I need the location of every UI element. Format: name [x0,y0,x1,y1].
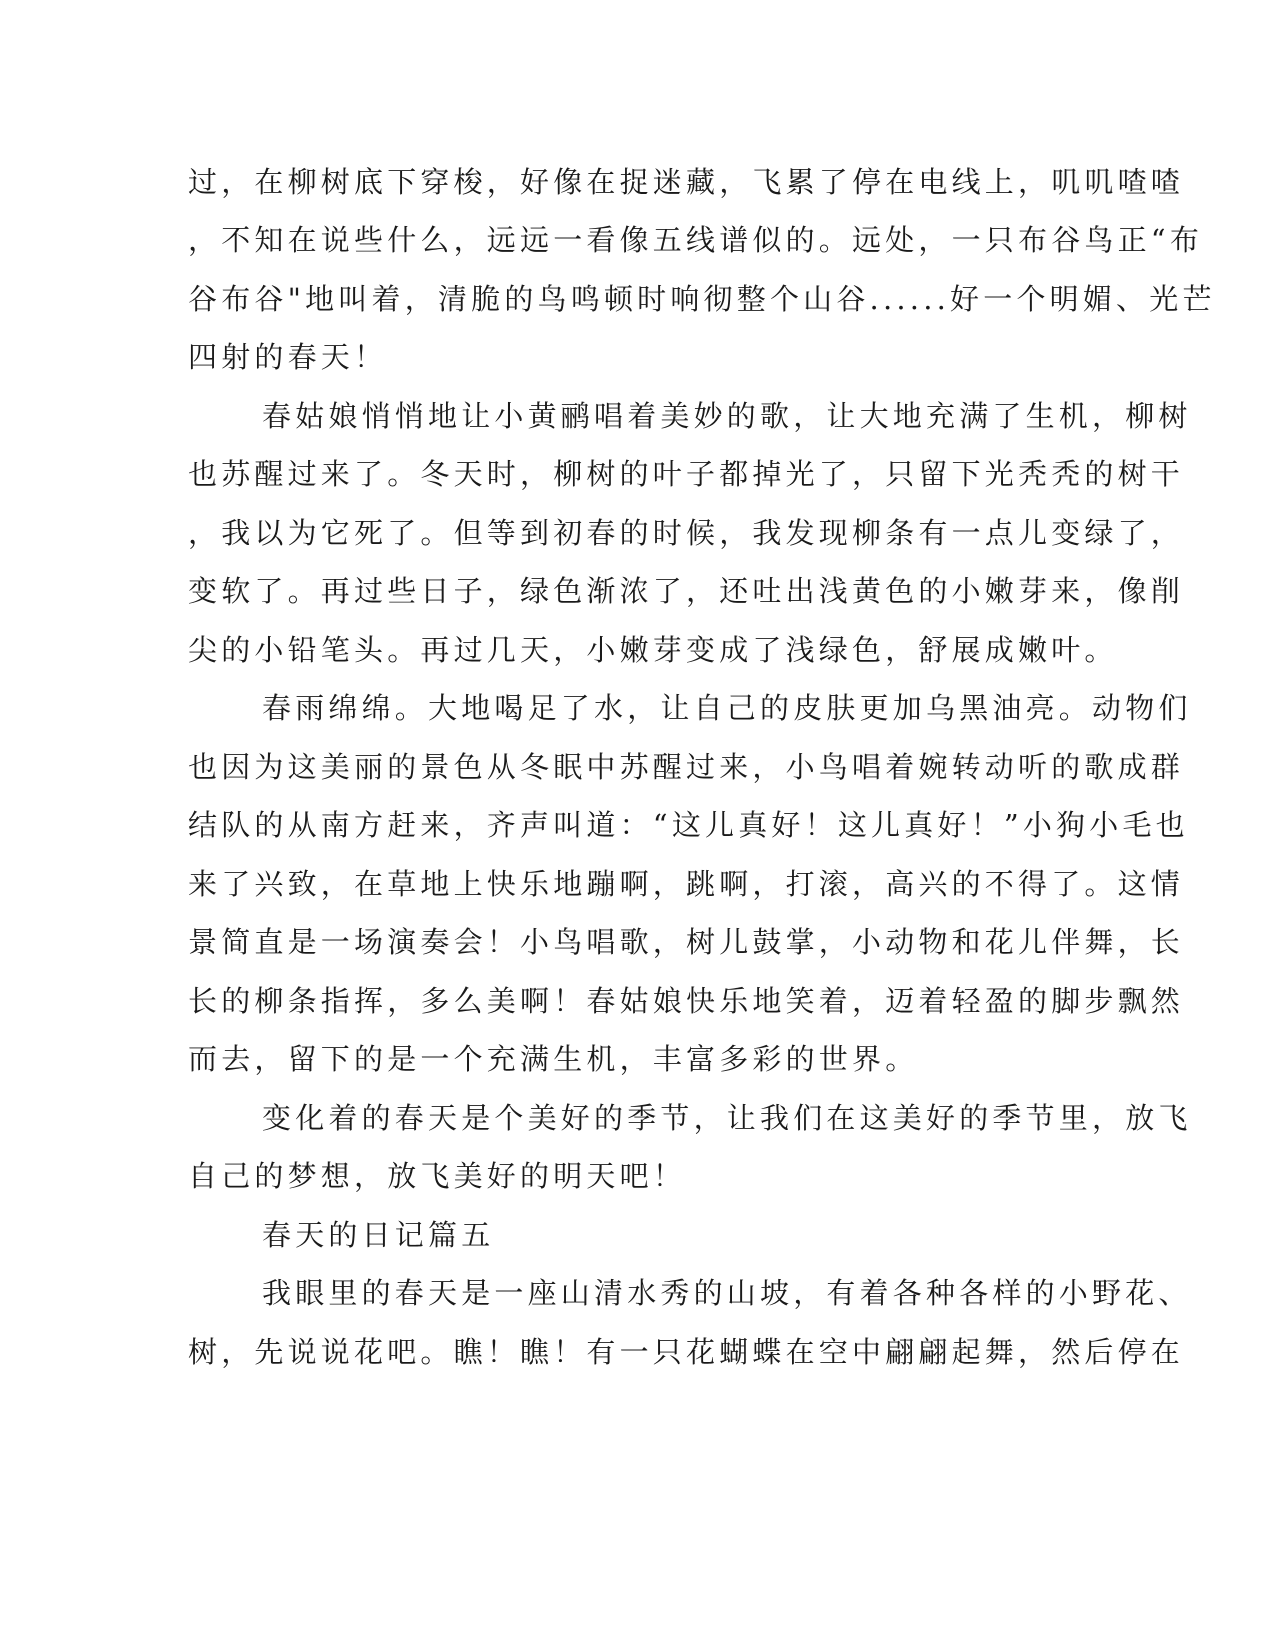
text-line: 来了兴致，在草地上快乐地蹦啊，跳啊，打滚，高兴的不得了。这情 [188,867,1185,901]
section-heading: 春天的日记篇五 [262,1218,495,1252]
text-line: 自己的梦想，放飞美好的明天吧！ [188,1159,687,1193]
text-line: 尖的小铅笔头。再过几天，小嫩芽变成了浅绿色，舒展成嫩叶。 [188,633,1118,667]
text-line: ，不知在说些什么，远远一看像五线谱似的。远处，一只布谷鸟正“布 [188,223,1204,257]
text-line: 谷布谷"地叫着，清脆的鸟鸣顿时响彻整个山谷......好一个明媚、光芒 [188,282,1216,316]
text-line: 四射的春天！ [188,340,388,374]
paragraph-start-line: 变化着的春天是个美好的季节，让我们在这美好的季节里，放飞 [262,1101,1192,1135]
paragraph-start-line: 春雨绵绵。大地喝足了水，让自己的皮肤更加乌黑油亮。动物们 [262,691,1192,725]
text-line: 过，在柳树底下穿梭，好像在捉迷藏，飞累了停在电线上，叽叽喳喳 [188,165,1185,199]
text-line: 长的柳条指挥，多么美啊！春姑娘快乐地笑着，迈着轻盈的脚步飘然 [188,984,1185,1018]
text-line: 结队的从南方赶来，齐声叫道：“这儿真好！这儿真好！”小狗小毛也 [188,808,1189,842]
text-line: 变软了。再过些日子，绿色渐浓了，还吐出浅黄色的小嫩芽来，像削 [188,574,1185,608]
paragraph-start-line: 春姑娘悄悄地让小黄鹂唱着美妙的歌，让大地充满了生机，柳树 [262,399,1192,433]
text-line: 树，先说说花吧。瞧！瞧！有一只花蝴蝶在空中翩翩起舞，然后停在 [188,1335,1185,1369]
text-line: ，我以为它死了。但等到初春的时候，我发现柳条有一点儿变绿了， [188,516,1185,550]
text-line: 而去，留下的是一个充满生机，丰富多彩的世界。 [188,1042,919,1076]
text-line: 也因为这美丽的景色从冬眠中苏醒过来，小鸟唱着婉转动听的歌成群 [188,750,1185,784]
text-line: 也苏醒过来了。冬天时，柳树的叶子都掉光了，只留下光秃秃的树干 [188,457,1185,491]
paragraph-start-line: 我眼里的春天是一座山清水秀的山坡，有着各种各样的小野花、 [262,1276,1192,1310]
text-line: 景简直是一场演奏会！小鸟唱歌，树儿鼓掌，小动物和花儿伴舞，长 [188,925,1185,959]
